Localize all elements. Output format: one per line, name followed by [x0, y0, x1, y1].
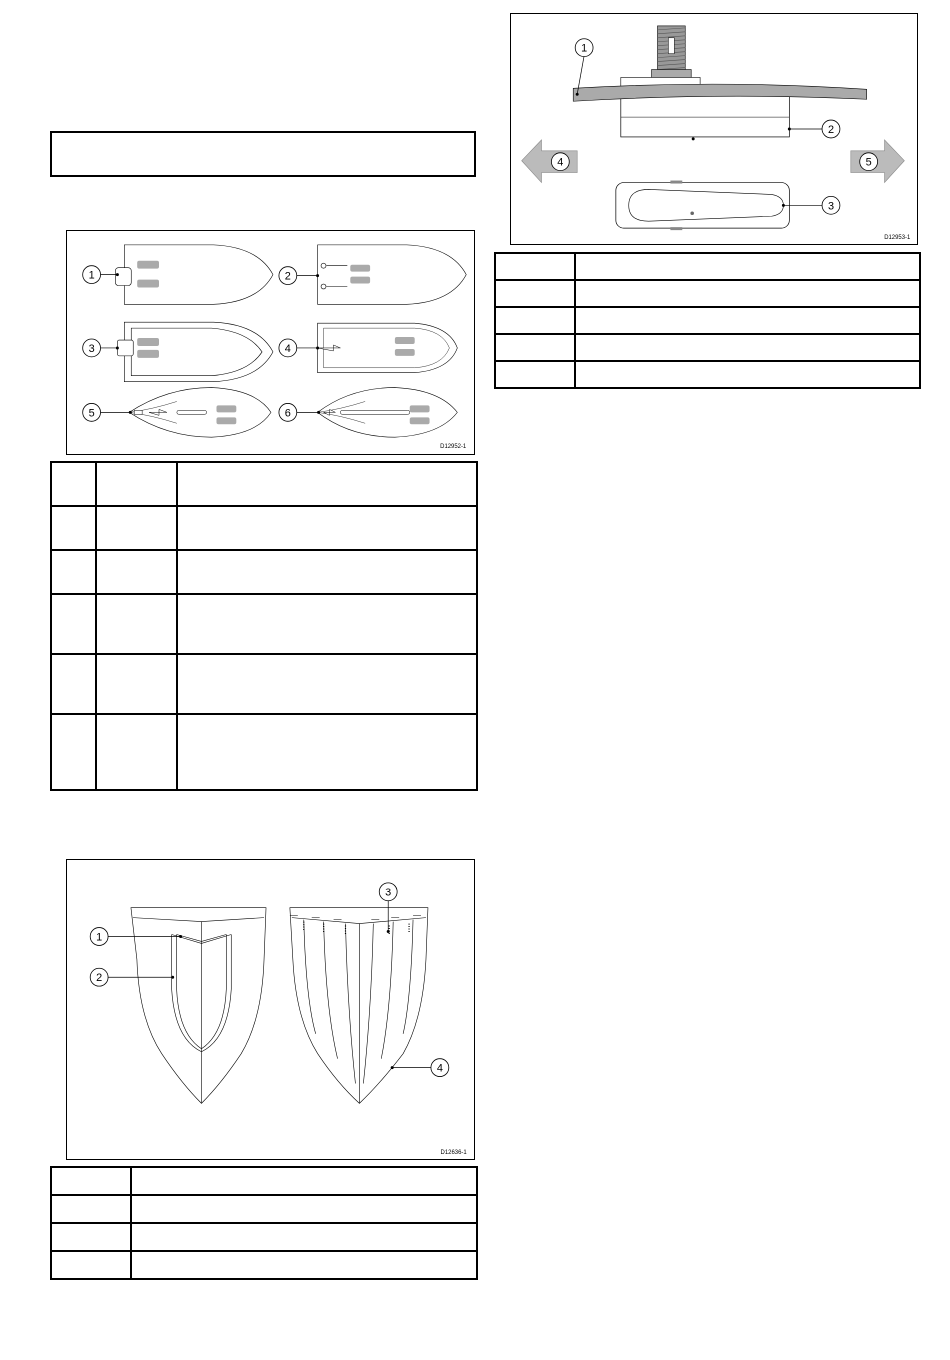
table-row: [495, 334, 920, 361]
callout-1-label: 1: [96, 931, 103, 944]
table-cell: [575, 361, 920, 388]
table-row: [51, 594, 477, 654]
note-box: [50, 131, 476, 177]
transducer-diagram: [511, 14, 917, 244]
table-cell: [96, 550, 177, 594]
table-cell: [131, 1167, 477, 1195]
figure-id: D12953-1: [884, 235, 911, 242]
table-row: [51, 550, 477, 594]
table-cell: [96, 654, 177, 714]
option-2-through-hull: [318, 245, 467, 304]
option-1-transom-mount: [115, 245, 273, 304]
figure-id: D12636-1: [440, 1150, 467, 1157]
option-6-mount: [318, 388, 458, 438]
table-cell: [51, 1251, 131, 1279]
table-cell: [51, 714, 96, 790]
callout-5-label: 5: [865, 156, 872, 169]
callout-1-label: 1: [88, 269, 95, 282]
table-row: [51, 654, 477, 714]
callout-2-label: 2: [284, 270, 291, 283]
callout-4-label: 4: [557, 156, 564, 169]
table-row: [51, 1223, 477, 1251]
table-row: [51, 714, 477, 790]
table-cell: [96, 594, 177, 654]
table-cell: [131, 1195, 477, 1223]
mounting-options-diagram: [67, 231, 474, 454]
table-row: [51, 1167, 477, 1195]
table-cell: [495, 280, 575, 307]
option-3-in-hull: [117, 322, 273, 381]
table-row: [495, 307, 920, 334]
left-hull: [131, 908, 266, 1104]
table-cell: [177, 714, 477, 790]
callout-2: [788, 120, 840, 138]
callout-5: [83, 403, 132, 421]
table-row: [495, 253, 920, 280]
table-cell: [51, 654, 96, 714]
callout-4: [391, 1059, 449, 1077]
table-row: [495, 361, 920, 388]
table-row: [51, 1195, 477, 1223]
hull-figure: [66, 859, 475, 1160]
table-cell: [51, 1195, 131, 1223]
callout-3-label: 3: [88, 342, 95, 355]
table-cell: [51, 1167, 131, 1195]
fairing-block: [616, 181, 789, 231]
transducer-table: [494, 252, 921, 389]
callout-5-label: 5: [88, 407, 95, 420]
table-row: [51, 462, 477, 506]
table-cell: [51, 462, 96, 506]
table-cell: [96, 714, 177, 790]
table-cell: [495, 253, 575, 280]
hull-diagram: [67, 860, 474, 1159]
figure-id: D12952-1: [440, 444, 467, 451]
callout-3-label: 3: [385, 886, 392, 899]
callout-2-label: 2: [827, 123, 835, 136]
table-cell: [495, 361, 575, 388]
table-cell: [575, 307, 920, 334]
table-cell: [51, 594, 96, 654]
callout-5: [860, 153, 878, 171]
callout-2-label: 2: [96, 972, 103, 985]
hull-table: [50, 1166, 478, 1280]
table-cell: [177, 550, 477, 594]
callout-2: [279, 267, 319, 285]
callout-4: [279, 339, 319, 357]
table-cell: [575, 280, 920, 307]
table-cell: [177, 594, 477, 654]
table-row: [51, 506, 477, 550]
table-row: [495, 280, 920, 307]
table-cell: [575, 253, 920, 280]
table-row: [51, 1251, 477, 1279]
table-cell: [495, 334, 575, 361]
table-cell: [177, 462, 477, 506]
table-cell: [177, 654, 477, 714]
table-cell: [51, 1223, 131, 1251]
callout-3-label: 3: [827, 200, 835, 213]
table-cell: [51, 506, 96, 550]
threaded-stem: [621, 26, 700, 87]
table-cell: [131, 1251, 477, 1279]
callout-6-label: 6: [284, 407, 291, 420]
table-cell: [96, 506, 177, 550]
table-cell: [575, 334, 920, 361]
callout-6: [279, 403, 320, 421]
option-5-mount: [129, 388, 271, 438]
callout-1: [83, 266, 119, 284]
table-cell: [96, 462, 177, 506]
right-hull: [290, 908, 428, 1104]
table-cell: [51, 550, 96, 594]
option-4-mount: [318, 323, 458, 373]
callout-1-label: 1: [581, 42, 588, 55]
callout-3: [83, 339, 119, 357]
mounting-options-figure: [66, 230, 475, 455]
table-cell: [177, 506, 477, 550]
callout-4: [551, 153, 569, 171]
table-cell: [131, 1223, 477, 1251]
mounting-table: [50, 461, 478, 791]
callout-3: [782, 196, 840, 214]
callout-4-label: 4: [284, 342, 291, 355]
transducer-figure: [510, 13, 918, 245]
callout-4-label: 4: [436, 1062, 443, 1075]
table-cell: [495, 307, 575, 334]
